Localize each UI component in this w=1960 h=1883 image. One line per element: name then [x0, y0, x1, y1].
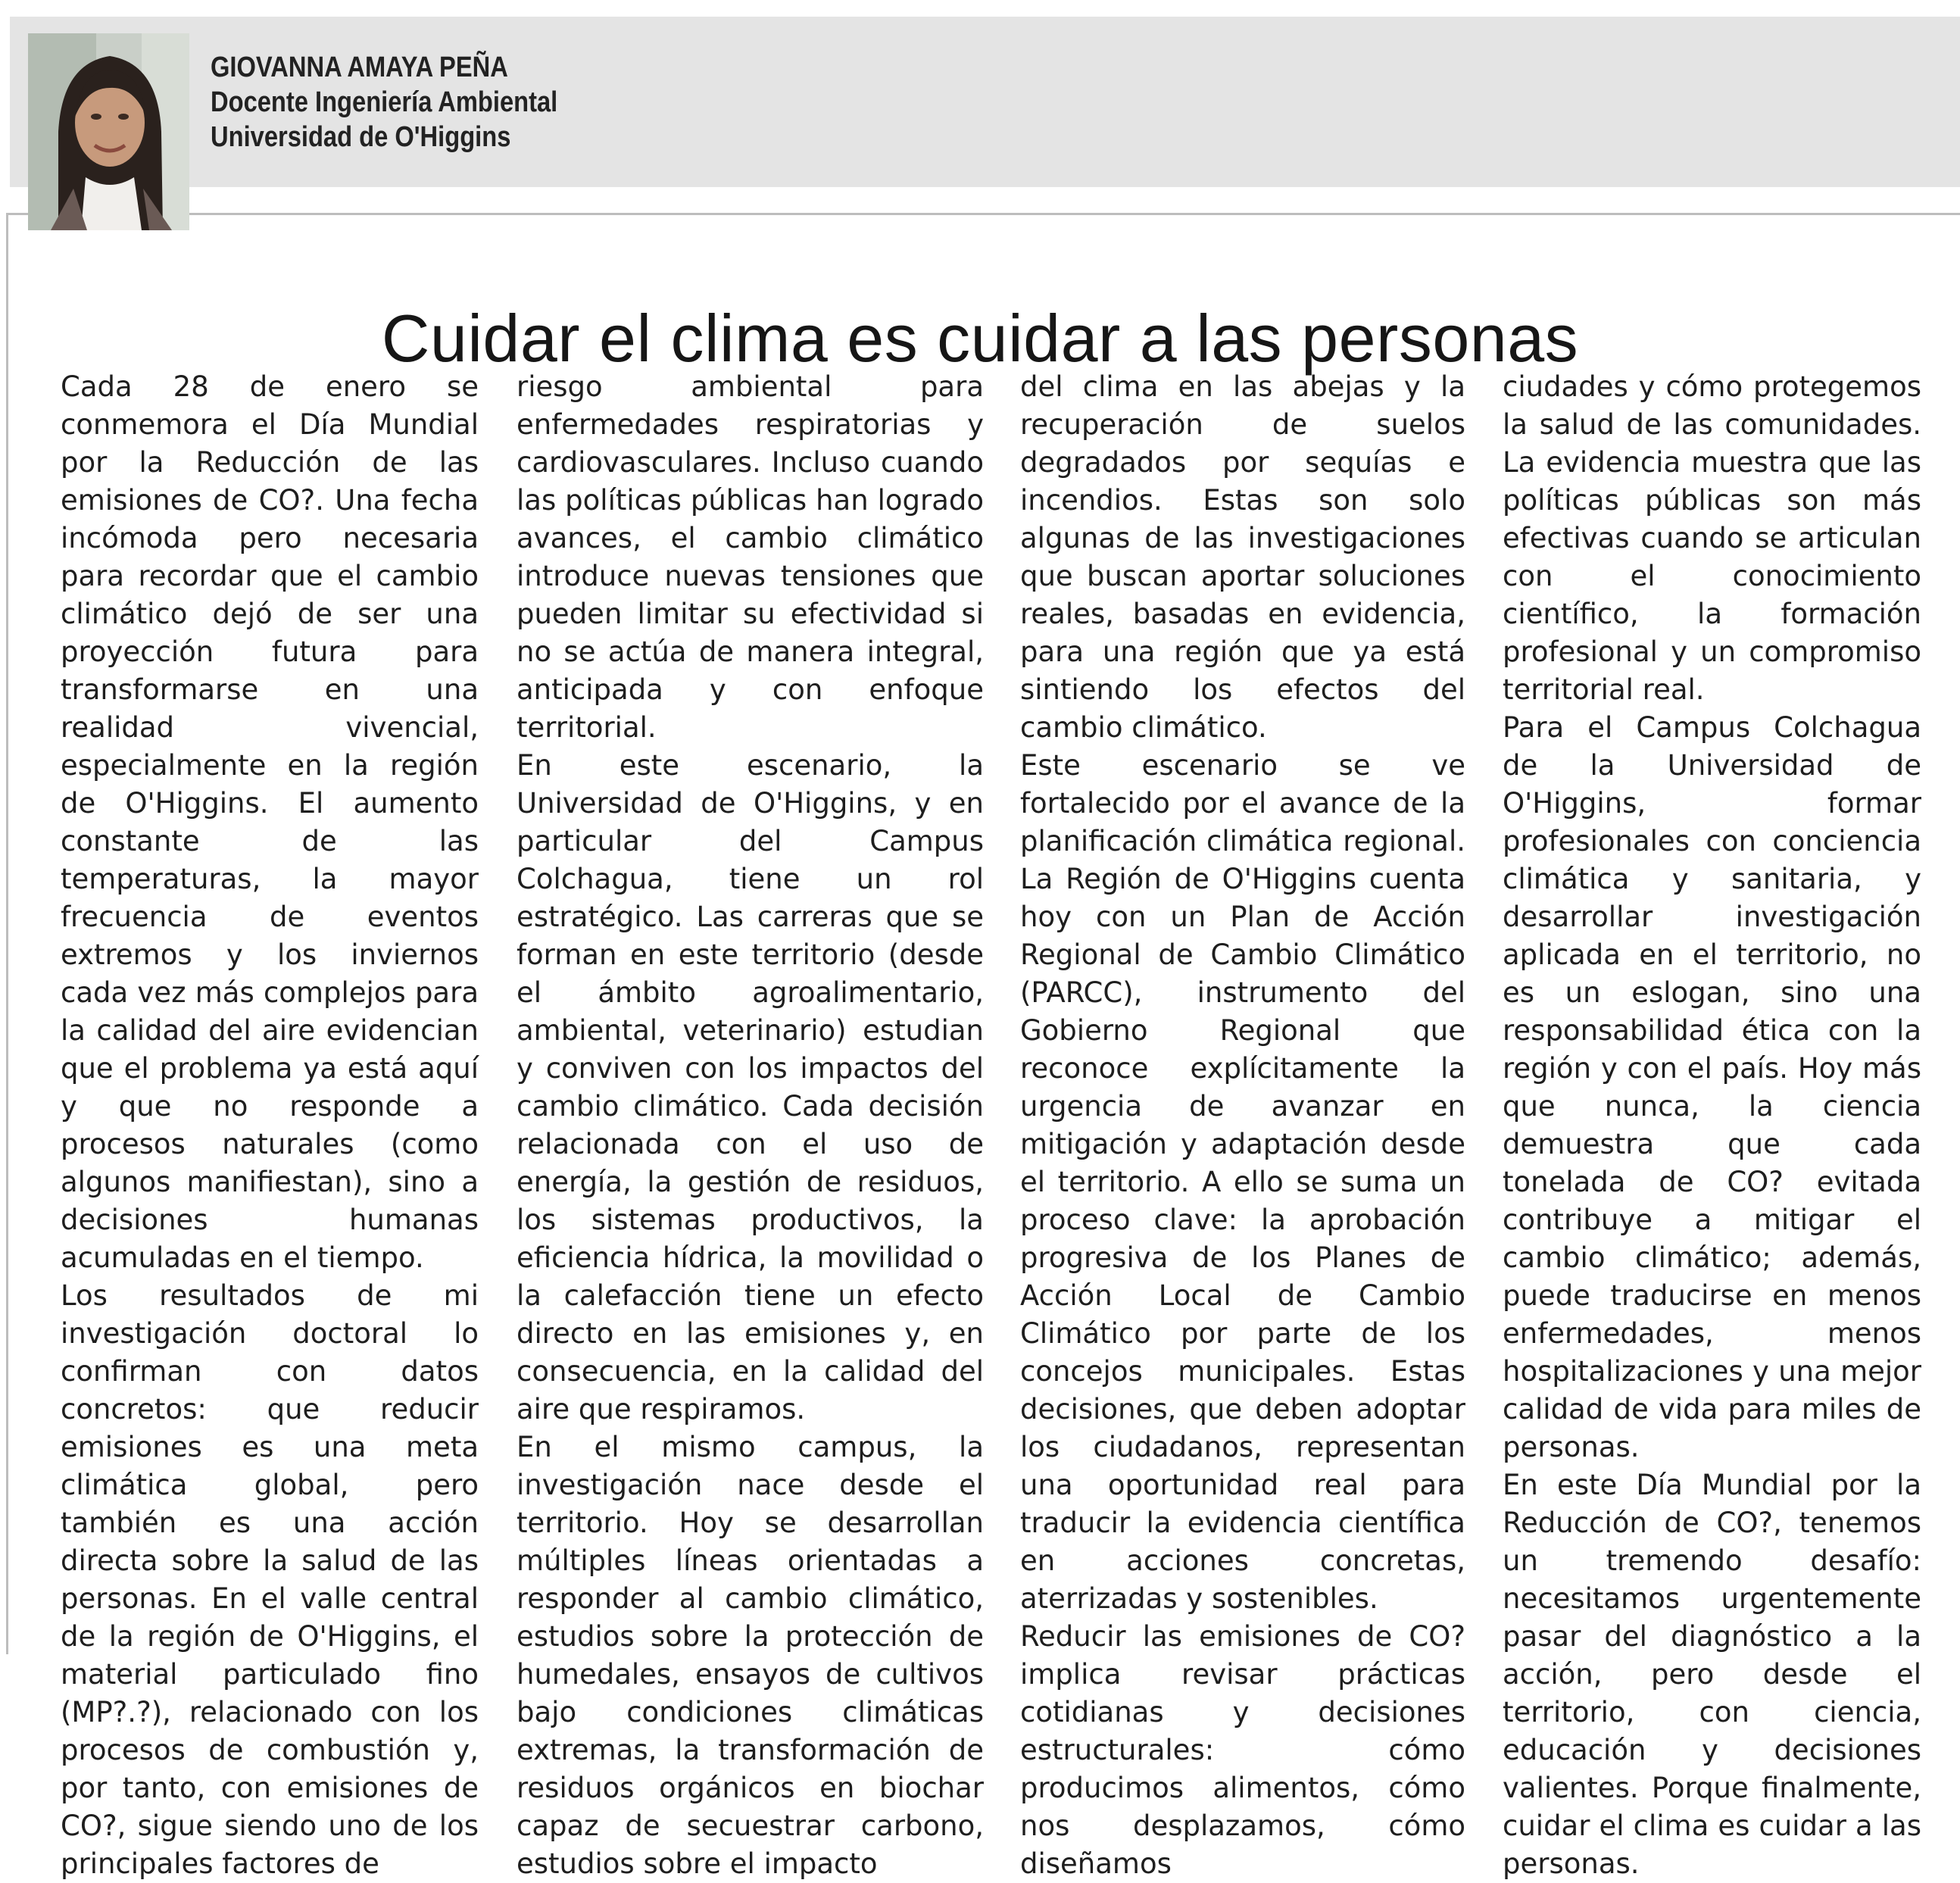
frame-divider-top	[6, 213, 1960, 215]
article-paragraph: Cada 28 de enero se conmemora el Día Mundial por la Reducción de las emisiones de CO?. Una fecha incómoda pero necesaria para recordar que el cambio climático dejó de ser una proyección futura para transformarse en una realidad vivencial, especialmente en la región de O'Higgins. El aumento constante de las temperaturas, la mayor frecuencia de eventos extremos y los inviernos cada vez más complejos para la calidad del aire evidencian que el problema ya está aquí y que no responde a procesos naturales (como algunos manifiestan), sino a decisiones humanas acumuladas en el tiempo.	[61, 370, 479, 1274]
author-institution: Universidad de O'Higgins	[211, 121, 511, 153]
article-paragraph: Este escenario se ve fortalecido por el avance de la planificación climática regional. La Región de O'Higgins cuenta hoy con un Plan de Acción Regional de Cambio Climático (PARCC), instrumento del Gobierno Regional que reconoce explícitamente la urgencia de avanzar en mitigación y adaptación desde el territorio. A ello se suma un proceso clave: la aprobación progresiva de los Planes de Acción Local de Cambio Climático por parte de los concejos municipales. Estas decisiones, que deben adoptar los ciudadanos, representan una oportunidad real para traducir la evidencia científica en acciones concretas, aterrizadas y sostenibles.	[1020, 749, 1465, 1615]
article-paragraph: del clima en las abejas y la recuperación de suelos degradados por sequías e incendios. Estas son solo algunas de las investigaciones que buscan aportar soluciones reales, basadas en evidencia, para una región que ya está sintiendo los efectos del cambio climático.	[1020, 370, 1465, 744]
article-paragraph: ciudades y cómo protegemos la salud de las comunidades. La evidencia muestra que las políticas públicas son más efectivas cuando se articulan con el conocimiento científico, la formación profesional y un compromiso territorial real.	[1503, 370, 1921, 706]
article-paragraph: Los resultados de mi investigación doctoral lo confirman con datos concretos: que reducir emisiones es una meta climática global, pero también es una acción directa sobre la salud de las personas. En el valle central de la región de O'Higgins, el material particulado fino (MP?.?), relacionado con los procesos de combustión y, por tanto, con emisiones de CO?, sigue siendo uno de los principales factores de	[61, 1279, 479, 1880]
article-paragraph: En el mismo campus, la investigación nace desde el territorio. Hoy se desarrollan múltiples líneas orientadas a responder al cambio climático, estudios sobre la protección de humedales, ensayos de cultivos bajo condiciones climáticas extremas, la transformación de residuos orgánicos en biochar capaz de secuestrar carbono, estudios sobre el impacto	[517, 1431, 984, 1880]
article-paragraph: Para el Campus Colchagua de la Universidad de O'Higgins, formar profesionales con conciencia climática y sanitaria, y desarrollar investigación aplicada en el territorio, no es un eslogan, sino una responsabilidad ética con la región y con el país. Hoy más que nunca, la ciencia demuestra que cada tonelada de CO? evitada contribuye a mitigar el cambio climático; además, puede traducirse en menos enfermedades, menos hospitalizaciones y una mejor calidad de vida para miles de personas.	[1503, 711, 1921, 1463]
author-role: Docente Ingeniería Ambiental	[211, 86, 558, 118]
article-paragraph: En este escenario, la Universidad de O'Higgins, y en particular del Campus Colchagua, tiene un rol estratégico. Las carreras que se forman en este territorio (desde el ámbito agroalimentario, ambiental, veterinario) estudian y conviven con los impactos del cambio climático. Cada decisión relacionada con el uso de energía, la gestión de residuos, los sistemas productivos, la eficiencia hídrica, la movilidad o la calefacción tiene un efecto directo en las emisiones y, en consecuencia, en la calidad del aire que respiramos.	[517, 749, 984, 1426]
author-portrait-image	[28, 33, 189, 230]
frame-divider-left	[6, 213, 8, 1654]
article-column-3	[1020, 368, 1465, 1883]
author-byline	[211, 50, 892, 155]
author-photo	[28, 33, 189, 230]
article-column-4	[1503, 368, 1921, 1883]
article-paragraph: En este Día Mundial por la Reducción de CO?, tenemos un tremendo desafío: necesitamos urgentemente pasar del diagnóstico a la acción, pero desde el territorio, con ciencia, educación y decisiones valientes. Porque finalmente, cuidar el clima es cuidar a las personas.	[1503, 1469, 1921, 1880]
author-name: GIOVANNA AMAYA PEÑA	[211, 52, 508, 83]
article-paragraph: Reducir las emisiones de CO? implica revisar prácticas cotidianas y decisiones estructurales: cómo producimos alimentos, cómo nos desplazamos, cómo diseñamos	[1020, 1620, 1465, 1880]
article-paragraph: riesgo ambiental para enfermedades respiratorias y cardiovasculares. Incluso cuando las políticas públicas han logrado avances, el cambio climático introduce nuevas tensiones que pueden limitar su efectividad si no se actúa de manera integral, anticipada y con enfoque territorial.	[517, 370, 984, 744]
article-column-1	[61, 368, 479, 1883]
article-headline: Cuidar el clima es cuidar a las personas	[381, 300, 1579, 376]
article-column-2	[517, 368, 984, 1883]
